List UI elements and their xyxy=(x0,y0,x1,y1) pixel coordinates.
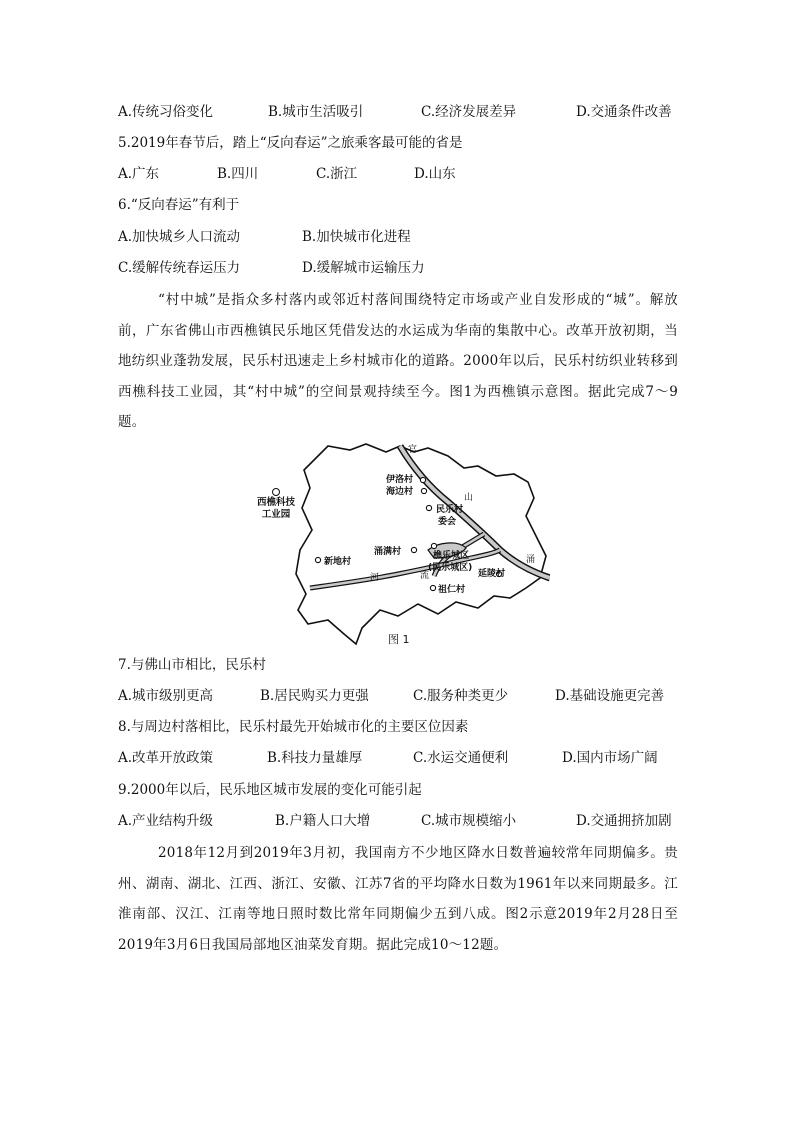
label-zuren: 祖仁村 xyxy=(438,585,466,595)
park-label-block xyxy=(246,488,306,521)
q5-option-c: C.浙江 xyxy=(316,166,358,182)
label-minle-2: 委会 xyxy=(438,517,457,527)
q8-option-d: D.国内市场广阔 xyxy=(562,750,658,766)
q6-option-a: A.加快城乡人口流动 xyxy=(118,229,241,245)
q7-option-b: B.居民购买力更强 xyxy=(260,688,369,704)
q7-option-a: A.城市级别更高 xyxy=(118,688,214,704)
label-river-liu: 流 xyxy=(420,571,430,581)
label-river-guan: 官 xyxy=(408,445,418,455)
q5-option-d: D.山东 xyxy=(414,166,456,182)
q8-option-a: A.改革开放政策 xyxy=(118,750,214,766)
figure-1-map xyxy=(256,438,550,650)
q9-option-d: D.交通拥挤加剧 xyxy=(576,813,672,829)
label-yongman: 涌满村 xyxy=(374,547,402,557)
label-haibian: 海边村 xyxy=(386,487,414,497)
q5-stem: 5.2019年春节后，踏上“反向春运”之旅乘客最可能的省是 xyxy=(118,135,463,151)
q4-option-b: B.城市生活吸引 xyxy=(268,104,364,120)
q7-option-d: D.基础设施更完善 xyxy=(555,688,665,704)
q6-option-c: C.缓解传统春运压力 xyxy=(118,260,241,276)
q5-option-a: A.广东 xyxy=(118,166,160,182)
passage-rainfall: 2018年12月到2019年3月初，我国南方不少地区降水日数普遍较常年同期偏多。贵州、湖南、湖北、江西、浙江、安徽、江苏7省的平均降水日数为1961年以来同期最多。江淮南部、汉江、江南等地日照时数比常年同期偏少五到八成。图2示意2019年2月28日至2019年3月6日我国局部地区油菜发育期。据此完成10～12题。 xyxy=(118,845,678,953)
q7-option-c: C.服务种类更少 xyxy=(413,688,509,704)
q4-option-a: A.传统习俗变化 xyxy=(118,104,214,120)
park-marker-icon xyxy=(272,488,280,496)
figure-caption: 图 1 xyxy=(388,633,410,646)
passage-village-city: “村中城”是指众多村落内或邻近村落间围绕特定市场或产业自发形成的“城”。解放前，广东省佛山市西樵镇民乐地区凭借发达的水运成为华南的集散中心。改革开放初期，当地纺织业蓬勃发展，民乐村迅速走上乡村城市化的道路。2000年以后，民乐村纺织业转移到西樵科技工业园，其“村中城”的空间景观持续至今。图1为西樵镇示意图。据此完成7～9题。 xyxy=(118,292,678,430)
label-qiaole-2: (民乐城区) xyxy=(428,563,473,573)
label-river-yong: 涌 xyxy=(526,555,536,565)
q8-option-b: B.科技力量雄厚 xyxy=(267,750,363,766)
q4-option-c: C.经济发展差异 xyxy=(421,104,517,120)
q5-option-b: B.四川 xyxy=(217,166,259,182)
label-yanling: 延陵村 xyxy=(478,569,506,579)
q7-stem: 7.与佛山市相比，民乐村 xyxy=(118,657,266,673)
q9-option-c: C.城市规模缩小 xyxy=(421,813,517,829)
label-park-1: 西樵科技 xyxy=(256,497,295,508)
label-minle-1: 民乐村 xyxy=(436,505,464,515)
q6-stem: 6.“反向春运”有利于 xyxy=(118,197,240,213)
label-qiaole-1: 樵乐城区 xyxy=(433,551,470,561)
label-river-he: 河 xyxy=(370,573,380,583)
label-park-2: 工业园 xyxy=(261,509,291,520)
q6-option-d: D.缓解城市运输压力 xyxy=(302,260,425,276)
q6-option-b: B.加快城市化进程 xyxy=(302,229,411,245)
q9-option-b: B.户籍人口大增 xyxy=(275,813,371,829)
q8-option-c: C.水运交通便利 xyxy=(413,750,509,766)
q8-stem: 8.与周边村落相比，民乐村最先开始城市化的主要区位因素 xyxy=(118,719,469,735)
q4-option-d: D.交通条件改善 xyxy=(576,104,672,120)
q9-stem: 9.2000年以后，民乐地区城市发展的变化可能引起 xyxy=(118,782,422,798)
label-xindi: 新地村 xyxy=(324,557,352,567)
q9-option-a: A.产业结构升级 xyxy=(118,813,214,829)
label-river-shan: 山 xyxy=(464,493,474,503)
label-yiluo: 伊洛村 xyxy=(386,475,414,485)
